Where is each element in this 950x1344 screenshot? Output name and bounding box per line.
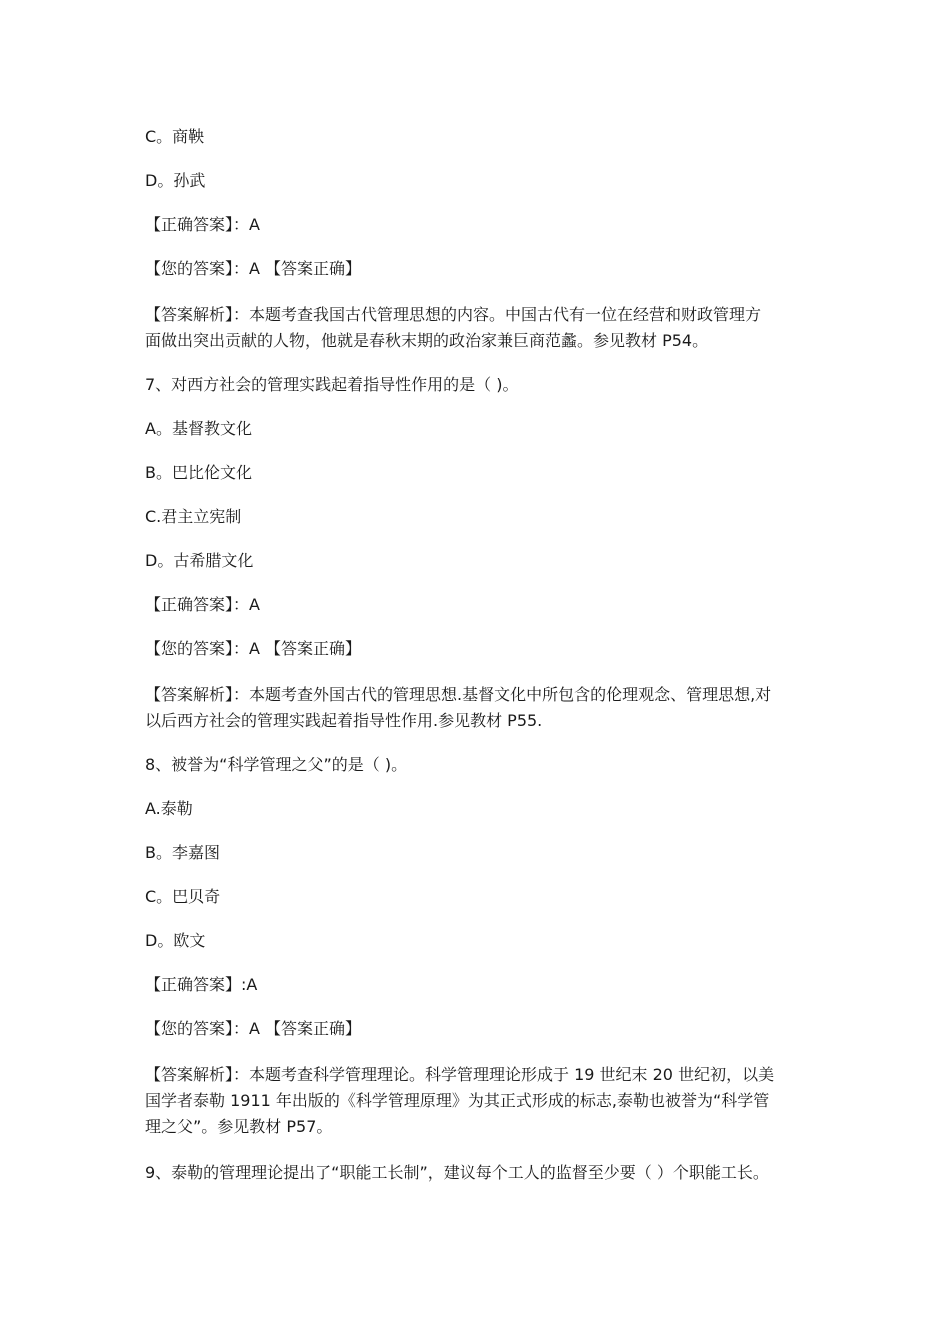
option-b-text: B。李嘉图 — [145, 843, 220, 862]
your-answer-text: 【您的答案】：A 【答案正确】 — [145, 1019, 362, 1038]
option-d-text: D。欧文 — [145, 931, 206, 950]
answer-explanation — [145, 682, 825, 734]
question-8-text: 8、被誉为“科学管理之父”的是（ )。 — [145, 755, 408, 774]
your-answer-text: 【您的答案】：A 【答案正确】 — [145, 639, 362, 658]
correct-answer-text: 【正确答案】：A — [145, 215, 260, 234]
explanation-line: 【答案解析】：本题考查科学管理理论。科学管理理论形成于 19 世纪末 20 世纪初，以美 — [145, 1065, 775, 1084]
option-d-text: D。孙武 — [145, 171, 206, 190]
answer-explanation — [145, 302, 825, 354]
correct-answer-text: 【正确答案】:A — [145, 975, 258, 994]
option-b-text: B。巴比伦文化 — [145, 463, 252, 482]
option-d-text: D。古希腊文化 — [145, 551, 254, 570]
explanation-line: 国学者泰勒 1911 年出版的《科学管理原理》为其正式形成的标志,泰勒也被誉为“科学管 — [145, 1091, 770, 1110]
correct-answer-text: 【正确答案】：A — [145, 595, 260, 614]
your-answer-text: 【您的答案】：A 【答案正确】 — [145, 259, 362, 278]
explanation-line: 【答案解析】：本题考查我国古代管理思想的内容。中国古代有一位在经营和财政管理方 — [145, 305, 762, 324]
option-c-text: C.君主立宪制 — [145, 507, 242, 526]
explanation-line: 面做出突出贡献的人物，他就是春秋末期的政治家兼巨商范蠡。参见教材 P54。 — [145, 331, 709, 350]
explanation-line: 【答案解析】：本题考查外国古代的管理思想.基督文化中所包含的伦理观念、管理思想,对 — [145, 685, 772, 704]
option-a-text: A。基督教文化 — [145, 419, 252, 438]
explanation-line: 以后西方社会的管理实践起着指导性作用.参见教材 P55. — [145, 711, 543, 730]
option-a-text: A.泰勒 — [145, 799, 193, 818]
question-9-text: 9、泰勒的管理理论提出了“职能工长制”，建议每个工人的监督至少要（ ）个职能工长。 — [145, 1163, 769, 1182]
explanation-line: 理之父”。参见教材 P57。 — [145, 1117, 333, 1136]
option-c-text: C。巴贝奇 — [145, 887, 221, 906]
answer-explanation — [145, 1062, 825, 1140]
option-c-text: C。商鞅 — [145, 127, 205, 146]
question-7-text: 7、对西方社会的管理实践起着指导性作用的是（ )。 — [145, 375, 519, 394]
